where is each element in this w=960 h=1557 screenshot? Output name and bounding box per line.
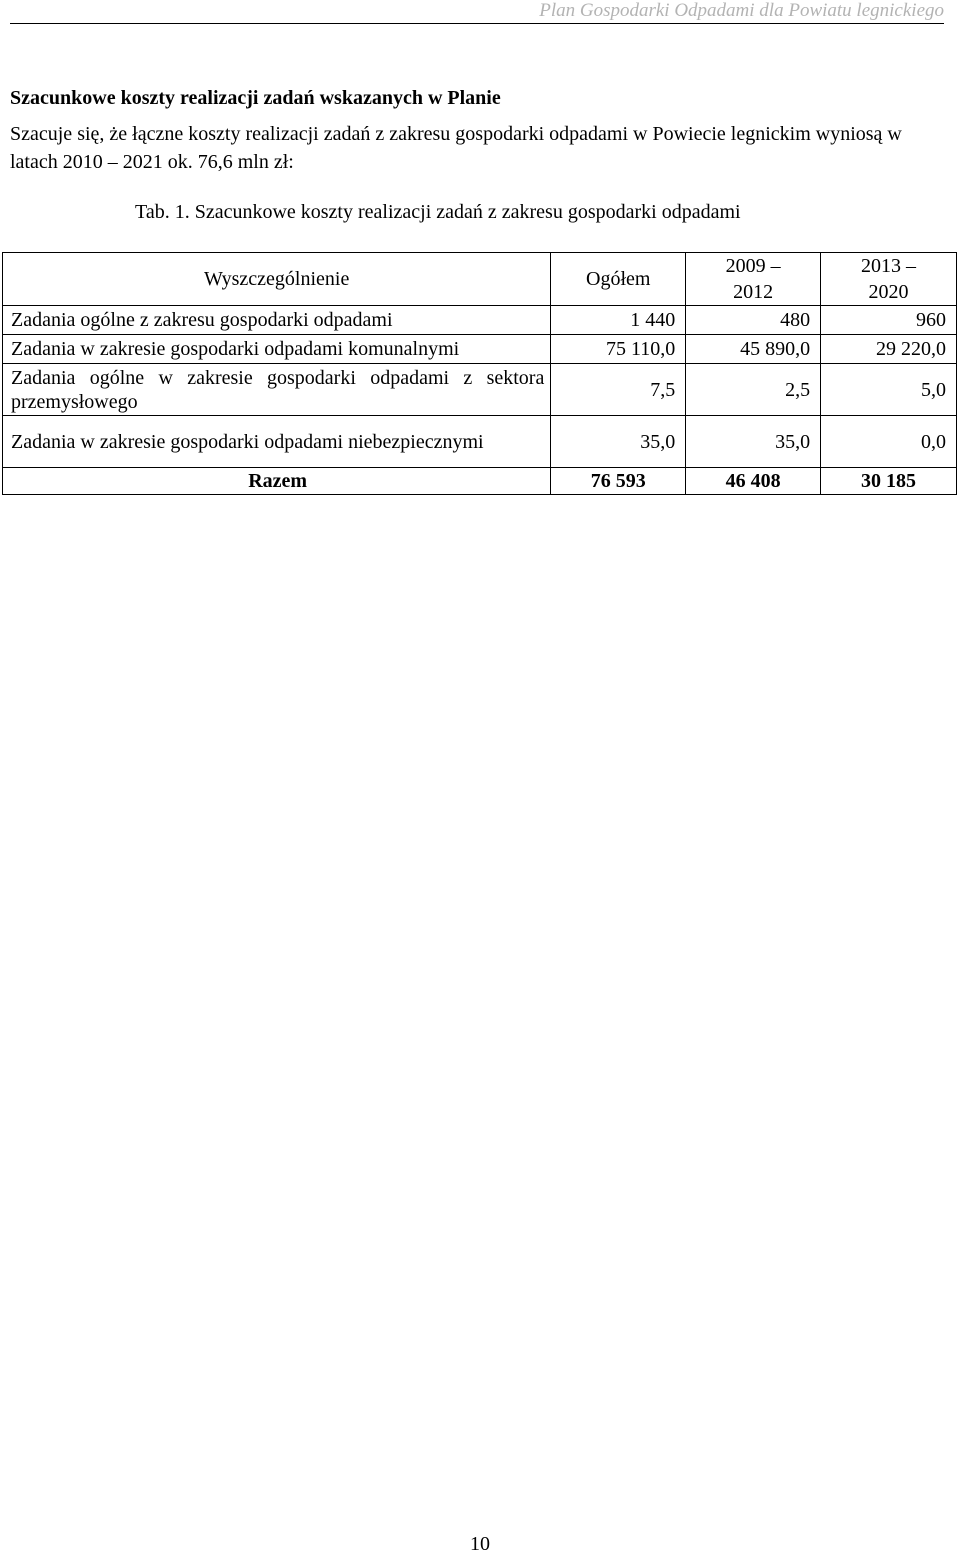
total-sum: 76 593 xyxy=(551,468,686,495)
column-header-period-1-line1: 2009 – xyxy=(725,255,781,277)
running-header-title: Plan Gospodarki Odpadami dla Powiatu legnickiego xyxy=(539,0,944,21)
row-total: 35,0 xyxy=(551,416,686,468)
table-header-row xyxy=(3,253,957,306)
row-period-2: 29 220,0 xyxy=(821,335,957,364)
row-label: Zadania w zakresie gospodarki odpadami komunalnymi xyxy=(3,335,551,364)
row-period-1: 45 890,0 xyxy=(686,335,821,364)
table-total-row xyxy=(3,468,957,495)
column-header-period-2 xyxy=(821,253,957,306)
row-period-1: 480 xyxy=(686,306,821,335)
table-row xyxy=(3,335,957,364)
table-caption: Tab. 1. Szacunkowe koszty realizacji zadań z zakresu gospodarki odpadami xyxy=(135,201,741,223)
section-title: Szacunkowe koszty realizacji zadań wskazanych w Planie xyxy=(10,87,501,109)
row-total: 1 440 xyxy=(551,306,686,335)
column-header-period-2-line1: 2013 – xyxy=(861,255,917,277)
table-row xyxy=(3,364,957,416)
page-number: 10 xyxy=(470,1533,490,1555)
row-total: 75 110,0 xyxy=(551,335,686,364)
total-period-2: 30 185 xyxy=(821,468,957,495)
column-header-item: Wyszczególnienie xyxy=(3,253,551,306)
cost-table xyxy=(2,252,957,495)
column-header-period-1 xyxy=(686,253,821,306)
column-header-period-2-line2: 2020 xyxy=(868,281,909,303)
row-total: 7,5 xyxy=(551,364,686,416)
running-header xyxy=(10,0,944,24)
row-period-1: 35,0 xyxy=(686,416,821,468)
intro-paragraph: Szacuje się, że łączne koszty realizacji zadań z zakresu gospodarki odpadami w Powiecie legnickim wyniosą w latach 2010 – 2021 ok. 76,6 mln zł: xyxy=(10,123,902,173)
row-period-2: 960 xyxy=(821,306,957,335)
total-period-1: 46 408 xyxy=(686,468,821,495)
row-period-2: 0,0 xyxy=(821,416,957,468)
row-label: Zadania ogólne w zakresie gospodarki odpadami z sektora przemysłowego xyxy=(3,364,551,416)
row-period-1: 2,5 xyxy=(686,364,821,416)
column-header-period-1-line2: 2012 xyxy=(733,281,774,303)
total-label: Razem xyxy=(3,468,551,495)
row-period-2: 5,0 xyxy=(821,364,957,416)
column-header-total: Ogółem xyxy=(551,253,686,306)
table-row xyxy=(3,306,957,335)
row-label: Zadania ogólne z zakresu gospodarki odpadami xyxy=(3,306,551,335)
row-label: Zadania w zakresie gospodarki odpadami niebezpiecznymi xyxy=(3,416,551,468)
table-row xyxy=(3,416,957,468)
